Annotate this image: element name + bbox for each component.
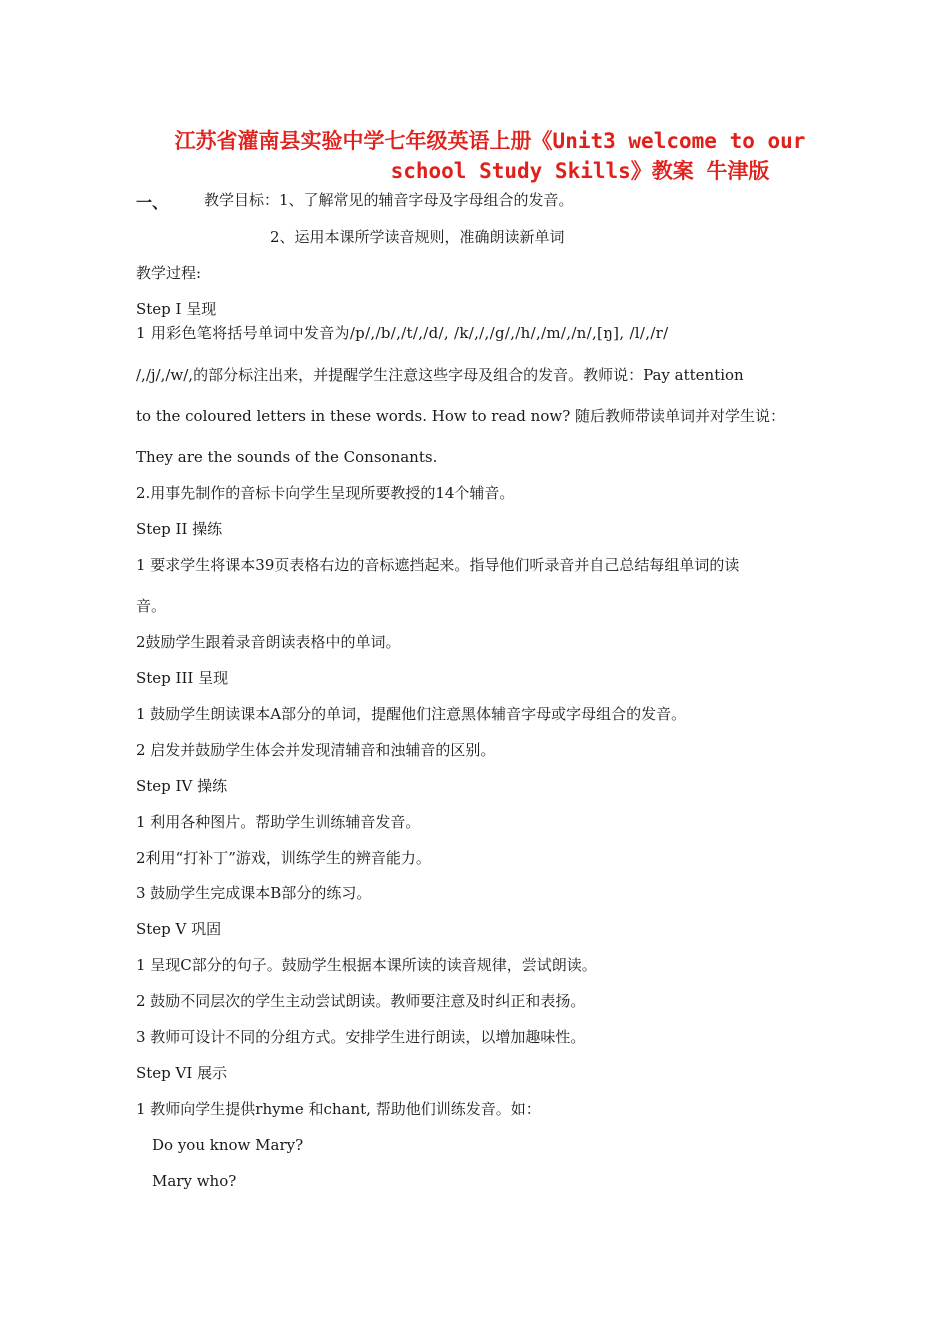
paragraph-line: 1 要求学生将课本39页表格右边的音标遮挡起来。指导他们听录音并自己总结每组单词的读 xyxy=(136,556,740,574)
objective-2: 2、运用本课所学读音规则，准确朗读新单词 xyxy=(270,228,565,246)
step-2-heading: Step II 操练 xyxy=(136,520,223,538)
process-heading: 教学过程: xyxy=(136,264,202,282)
rhyme-line: Do you know Mary? xyxy=(152,1136,304,1154)
objective-1: 教学目标：1、了解常见的辅音字母及字母组合的发音。 xyxy=(204,191,574,209)
rhyme-line: Mary who? xyxy=(152,1172,237,1190)
step-6-heading: Step VI 展示 xyxy=(136,1064,228,1082)
paragraph-line: 1 鼓励学生朗读课本A部分的单词，提醒他们注意黑体辅音字母或字母组合的发音。 xyxy=(136,705,687,723)
paragraph-line: 3 教师可设计不同的分组方式。安排学生进行朗读，以增加趣味性。 xyxy=(136,1028,586,1046)
document-title-line1: 江苏省灌南县实验中学七年级英语上册《Unit3 welcome to our xyxy=(174,129,806,153)
paragraph-line: 2利用“打补丁”游戏，训练学生的辨音能力。 xyxy=(136,849,431,867)
paragraph-line: 1 用彩色笔将括号单词中发音为/p/,/b/,/t/,/d/, /k/,/,/g/,/h/,/m/,/n/,[ŋ], /l/,/r/ xyxy=(136,324,669,342)
paragraph-line: 音。 xyxy=(136,597,167,615)
section-number: 一、 xyxy=(136,193,169,212)
paragraph-line: /,/j/,/w/,的部分标注出来，并提醒学生注意这些字母及组合的发音。教师说：Pay attention xyxy=(136,366,744,384)
paragraph-line: 2 启发并鼓励学生体会并发现清辅音和浊辅音的区别。 xyxy=(136,741,496,759)
document-title-line2: school Study Skills》教案 牛津版 xyxy=(390,159,770,183)
step-4-heading: Step IV 操练 xyxy=(136,777,228,795)
paragraph-line: 2.用事先制作的音标卡向学生呈现所要教授的14个辅音。 xyxy=(136,484,515,502)
paragraph-line: 1 呈现C部分的句子。鼓励学生根据本课所读的读音规律，尝试朗读。 xyxy=(136,956,597,974)
paragraph-line: 3 鼓励学生完成课本B部分的练习。 xyxy=(136,884,372,902)
paragraph-line: 2 鼓励不同层次的学生主动尝试朗读。教师要注意及时纠正和表扬。 xyxy=(136,992,586,1010)
paragraph-line: They are the sounds of the Consonants. xyxy=(136,448,438,466)
paragraph-line: to the coloured letters in these words. How to read now? 随后教师带读单词并对学生说： xyxy=(136,407,786,425)
step-1-heading: Step I 呈现 xyxy=(136,300,217,318)
paragraph-line: 1 教师向学生提供rhyme 和chant, 帮助他们训练发音。如： xyxy=(136,1100,541,1118)
paragraph-line: 2鼓励学生跟着录音朗读表格中的单词。 xyxy=(136,633,401,651)
step-5-heading: Step V 巩固 xyxy=(136,920,222,938)
step-3-heading: Step III 呈现 xyxy=(136,669,229,687)
paragraph-line: 1 利用各种图片。帮助学生训练辅音发音。 xyxy=(136,813,421,831)
